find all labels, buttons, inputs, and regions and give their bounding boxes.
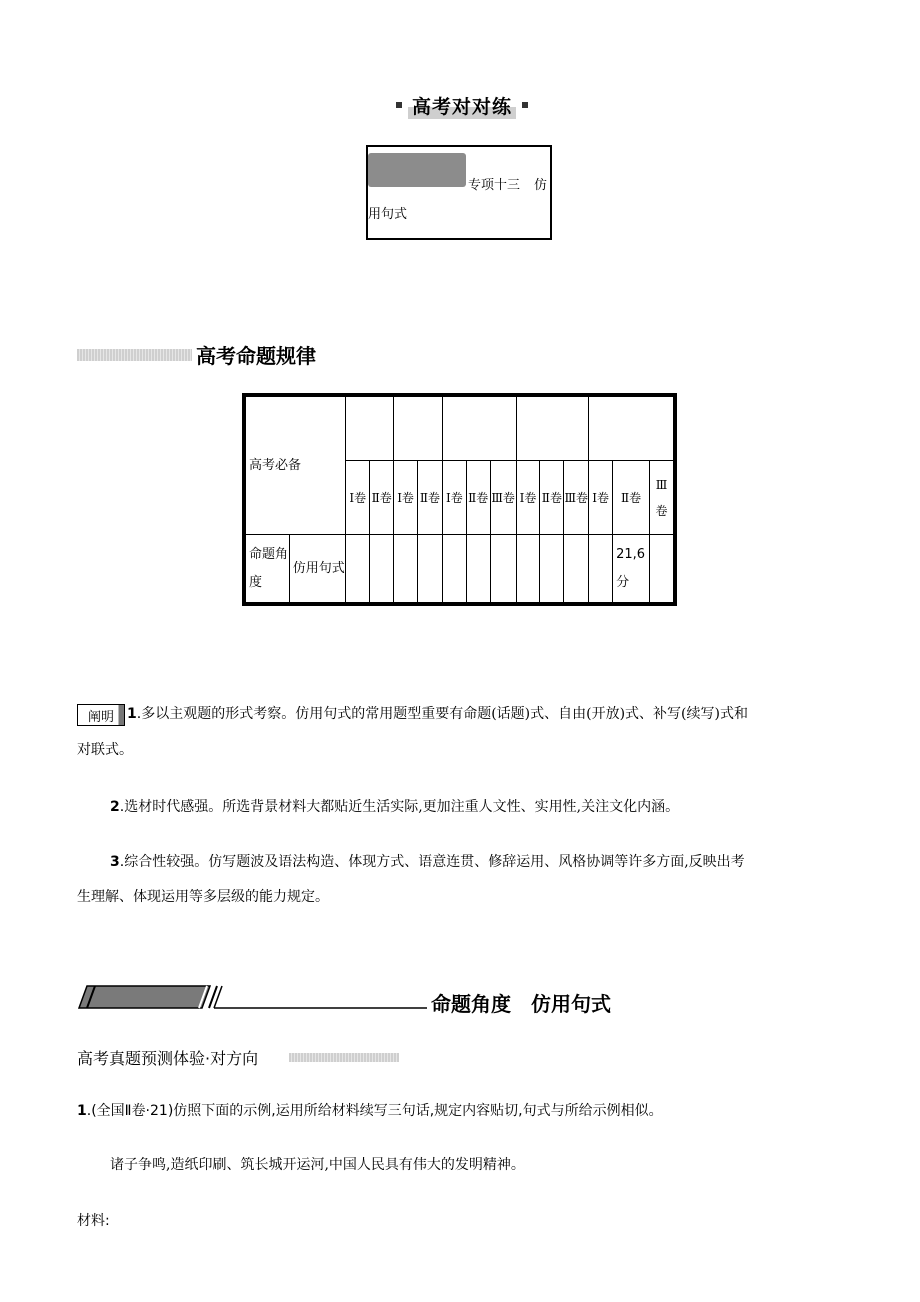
table-cell: [370, 535, 394, 603]
section-title-angle: 命题角度 仿用句式: [431, 992, 611, 1016]
table-cell: [589, 535, 613, 603]
para-1-number: 1: [127, 706, 137, 722]
volume-label: Ⅰ卷: [346, 461, 370, 535]
topic-label-shade: [368, 153, 466, 187]
question-text: .(全国Ⅱ卷·21)仿照下面的示例,运用所给材料续写三句话,规定内容贴切,句式与所给示例相似。: [86, 1103, 663, 1119]
volume-label: Ⅱ卷: [613, 461, 650, 535]
volume-label: Ⅰ卷: [516, 461, 540, 535]
explain-paragraph-3-cont: 生理解、体现运用等多层级的能力规定。: [77, 889, 329, 905]
volume-label: Ⅲ卷: [650, 461, 674, 535]
para-2-number: 2: [110, 799, 120, 815]
banner-title: 高考对对练: [408, 92, 516, 119]
question-number: 1: [77, 1103, 87, 1119]
year-header-cell: [516, 397, 589, 461]
explain-badge: 阐明: [77, 704, 125, 726]
section-heading-bar: [77, 349, 192, 361]
question-1: [77, 1094, 663, 1128]
section-heading-decoration: [77, 984, 427, 1010]
topic-line-1: [468, 174, 547, 193]
header-banner: [396, 90, 528, 120]
topic-line-2: 用句式: [368, 207, 408, 222]
explain-paragraph-2: [110, 790, 679, 824]
explain-paragraph-1-cont: 对联式。: [77, 742, 133, 758]
topic-box: [366, 145, 552, 240]
table-cell: [540, 535, 564, 603]
year-header-cell: [394, 397, 443, 461]
year-header-cell: [346, 397, 394, 461]
banner-bullet-right: [522, 102, 528, 108]
section-title-rules: 高考命题规律: [196, 344, 316, 368]
volume-label: Ⅲ卷: [564, 461, 589, 535]
table-cell: [418, 535, 443, 603]
table-cell: [442, 535, 466, 603]
table-cell-score: 21,6分: [613, 535, 650, 603]
volume-label: Ⅱ卷: [540, 461, 564, 535]
question-example: 诸子争鸣,造纸印刷、筑长城开运河,中国人民具有伟大的发明精神。: [110, 1157, 525, 1173]
table-cell: [650, 535, 674, 603]
topic-line-1-tail: 仿: [534, 178, 548, 193]
table-cell: [394, 535, 418, 603]
table-header-label: 高考必备: [246, 397, 346, 535]
material-label: 材料:: [77, 1213, 110, 1229]
volume-label: Ⅱ卷: [370, 461, 394, 535]
volume-label: Ⅱ卷: [418, 461, 443, 535]
row-label-topic: 仿用句式: [289, 535, 346, 603]
para-1-text: .多以主观题的形式考察。仿用句式的常用题型重要有命题(话题)式、自由(开放)式、补写(续写)式和: [136, 706, 748, 722]
year-header-cell: [589, 397, 674, 461]
table-cell: [490, 535, 516, 603]
exam-rule-table: [242, 393, 677, 606]
explain-paragraph-3: [110, 845, 745, 879]
para-2-text: .选材时代感强。所选背景材料大都贴近生活实际,更加注重人文性、实用性,关注文化内涵。: [119, 799, 680, 815]
subsection-bar: [289, 1053, 399, 1062]
explain-paragraph-1: [127, 697, 748, 731]
para-3-text: .综合性较强。仿写题波及语法构造、体现方式、语意连贯、修辞运用、风格协调等许多方面,反映出考: [119, 854, 745, 870]
year-header-cell: [442, 397, 516, 461]
volume-label: Ⅱ卷: [466, 461, 490, 535]
table-cell: [346, 535, 370, 603]
subsection-title: 高考真题预测体验·对方向: [77, 1049, 259, 1068]
banner-bullet-left: [396, 102, 402, 108]
table-cell: [466, 535, 490, 603]
table-cell: [564, 535, 589, 603]
table-cell: [516, 535, 540, 603]
para-3-number: 3: [110, 854, 120, 870]
volume-label: Ⅰ卷: [442, 461, 466, 535]
volume-label: Ⅰ卷: [394, 461, 418, 535]
topic-number: 专项十三: [468, 178, 521, 193]
volume-label: Ⅰ卷: [589, 461, 613, 535]
row-label-angle: 命题角度: [246, 535, 290, 603]
volume-label: Ⅲ卷: [490, 461, 516, 535]
